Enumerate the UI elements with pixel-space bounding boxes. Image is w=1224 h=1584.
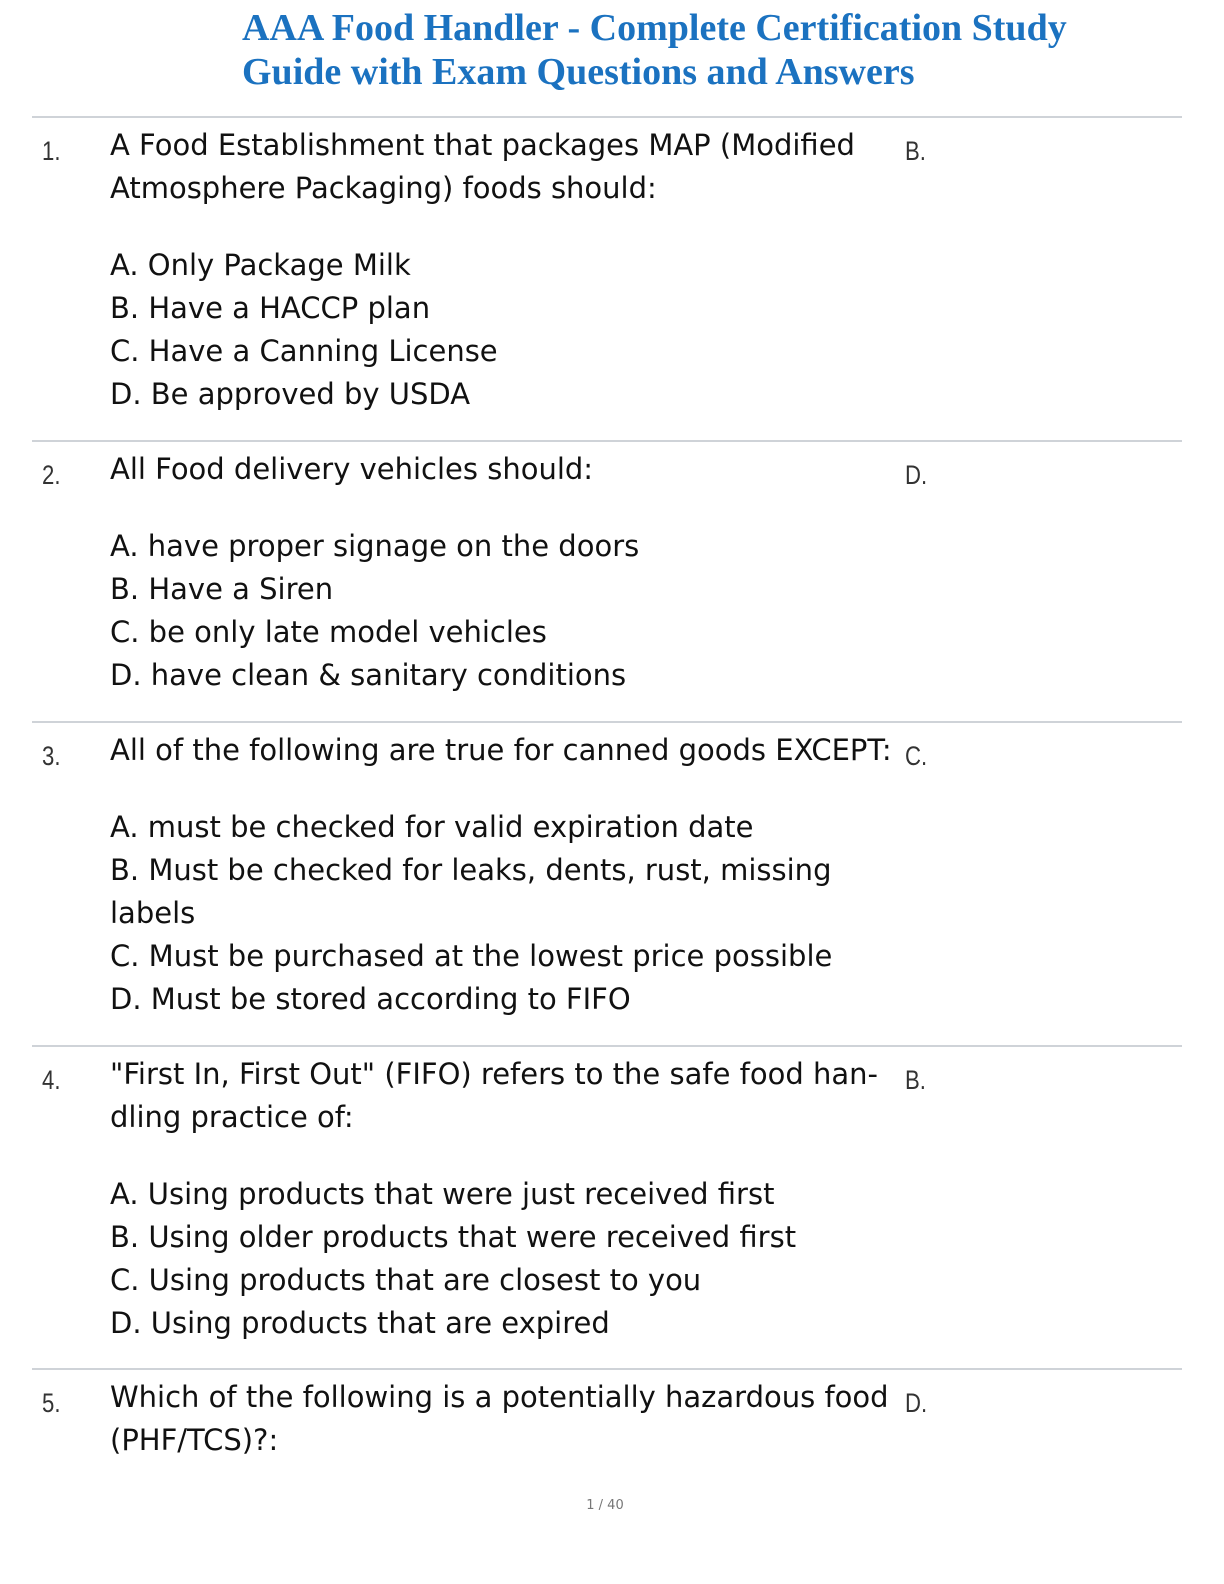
answer-option: C. Have a Canning License [110, 334, 498, 368]
answer-option: A. have proper signage on the doors [110, 529, 640, 563]
answer-option: D. Must be stored according to FIFO [110, 982, 631, 1016]
answer-option: D. Be approved by USDA [110, 377, 471, 411]
page-number: 1 / 40 [586, 1498, 624, 1513]
question-number: 4. [42, 1065, 61, 1095]
answer-option: B. Must be checked for leaks, dents, rust, missing labels [110, 853, 832, 930]
question-stem: All Food delivery vehicles should: [110, 452, 594, 486]
divider [32, 1368, 1182, 1370]
divider [32, 721, 1182, 723]
question-stem: "First In, First Out" (FIFO) refers to the safe food han-dling practice of: [110, 1057, 878, 1134]
answer-option: A. Only Package Milk [110, 248, 411, 282]
correct-answer: C. [905, 741, 928, 771]
correct-answer: B. [905, 136, 926, 166]
answer-option: C. Must be purchased at the lowest price possible [110, 939, 833, 973]
question-body [110, 124, 910, 416]
correct-answer: D. [905, 1388, 928, 1418]
question-stem: All of the following are true for canned goods EXCEPT: [110, 733, 892, 767]
document-title: AAA Food Handler - Complete Certification Study Guide with Exam Questions and Answers [242, 7, 1067, 93]
question-number: 2. [42, 460, 61, 490]
answer-option: D. have clean & sanitary conditions [110, 658, 627, 692]
question-number: 5. [42, 1388, 61, 1418]
divider [32, 116, 1182, 118]
divider [32, 1045, 1182, 1047]
answer-option: C. Using products that are closest to you [110, 1263, 702, 1297]
answer-option: C. be only late model vehicles [110, 615, 547, 649]
question-stem: Which of the following is a potentially hazardous food (PHF/TCS)?: [110, 1380, 889, 1457]
question-stem: A Food Establishment that packages MAP (Modified Atmosphere Packaging) foods should: [110, 128, 855, 205]
answer-option: B. Have a HACCP plan [110, 291, 431, 325]
question-body [110, 1376, 910, 1462]
correct-answer: B. [905, 1065, 926, 1095]
answer-option: A. Using products that were just received first [110, 1177, 775, 1211]
question-number: 3. [42, 741, 61, 771]
answer-option: B. Using older products that were received first [110, 1220, 797, 1254]
divider [32, 440, 1182, 442]
question-body [110, 1053, 910, 1345]
answer-option: A. must be checked for valid expiration date [110, 810, 754, 844]
answer-option: D. Using products that are expired [110, 1306, 610, 1340]
question-number: 1. [42, 136, 61, 166]
correct-answer: D. [905, 460, 928, 490]
question-body [110, 448, 910, 697]
question-body [110, 729, 900, 1021]
answer-option: B. Have a Siren [110, 572, 334, 606]
